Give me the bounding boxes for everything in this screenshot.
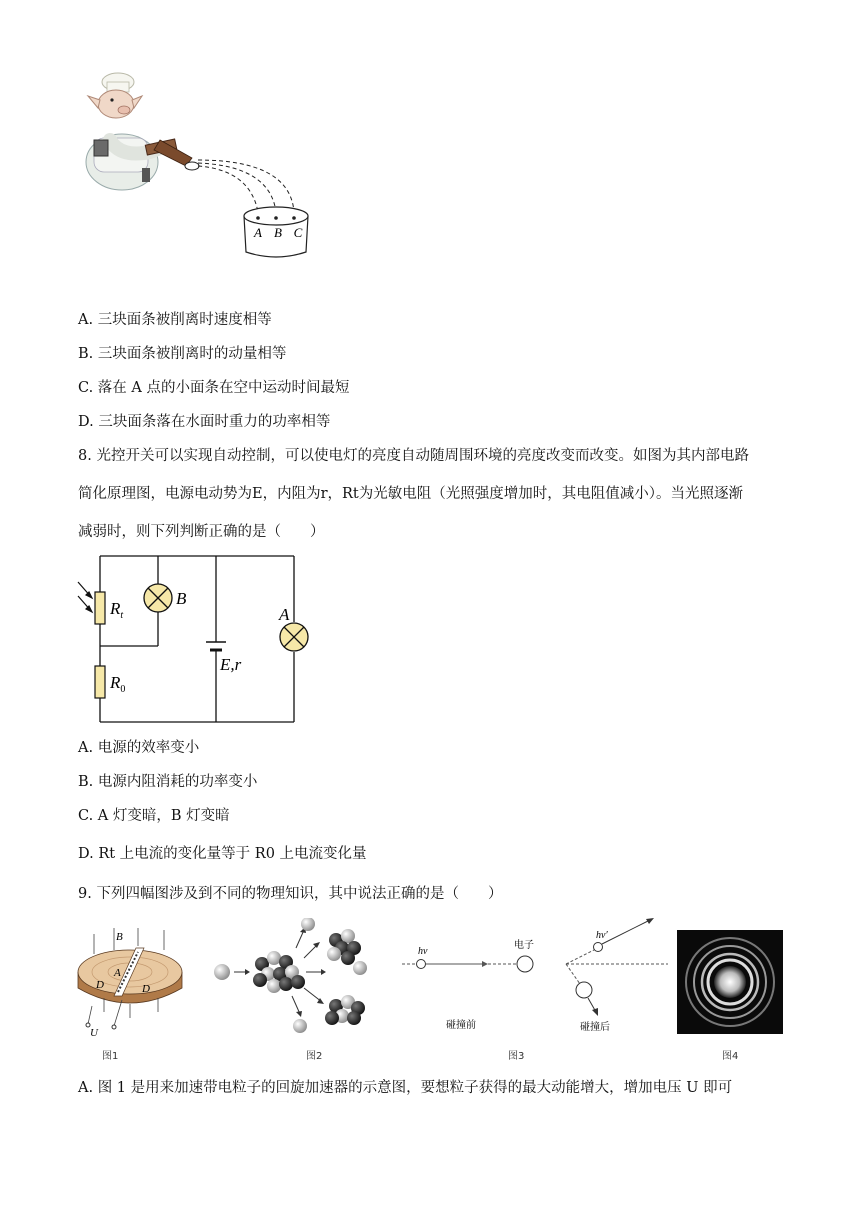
q8-option-b: B. 电源内阻消耗的功率变小: [78, 774, 258, 790]
diffraction-rings-figure: [677, 930, 783, 1034]
q9-stem: 9. 下列四幅图涉及到不同的物理知识，其中说法正确的是（ ）: [78, 886, 503, 902]
lamp-b-label: B: [176, 589, 187, 608]
q8-stem-line-2: 简化原理图，电源电动势为E，内阻为r，Rt为光敏电阻（光照强度增加时，其电阻值减小）。当光照逐渐: [78, 486, 744, 502]
q8-stem-line-1: 8. 光控开关可以实现自动控制，可以使电灯的亮度自动随周围环境的亮度改变而改变。如图为其内部电路: [78, 448, 749, 464]
q7-option-a: A. 三块面条被削离时速度相等: [78, 312, 272, 328]
fig1-d1-label: D: [96, 979, 104, 991]
fig1-a-label: A: [114, 967, 121, 979]
cyclotron-figure: [74, 926, 190, 1038]
q7-option-b: B. 三块面条被削离时的动量相等: [78, 346, 287, 362]
fig1-u-label: U: [90, 1027, 98, 1038]
circuit-diagram: [74, 552, 310, 730]
fig4-caption: 图4: [722, 1051, 739, 1062]
rt-subscript: t: [120, 610, 124, 621]
fig3b-after-label: 碰撞后: [580, 1022, 610, 1033]
compton-after-figure: [560, 912, 670, 1036]
point-b-label: B: [274, 225, 282, 240]
source-label: E,r: [220, 655, 242, 674]
r0-label: R: [110, 673, 121, 692]
q9-option-a: A. 图 1 是用来加速带电粒子的回旋加速器的示意图，要想粒子获得的最大动能增大，增加电压 U 即可: [78, 1080, 733, 1096]
q7-option-c: C. 落在 A 点的小面条在空中运动时间最短: [78, 380, 350, 396]
q8-option-d: D. Rt 上电流的变化量等于 R0 上电流变化量: [78, 846, 367, 862]
fig3b-photon-label: hν′: [596, 930, 608, 941]
fig1-caption: 图1: [102, 1051, 119, 1062]
q7-option-d: D. 三块面条落在水面时重力的功率相等: [78, 414, 331, 430]
r0-subscript: 0: [120, 684, 126, 695]
fig1-d2-label: D: [142, 983, 150, 995]
fission-figure: [212, 918, 376, 1042]
fig3-before-label: 碰撞前: [446, 1020, 476, 1031]
point-a-label: A: [254, 225, 262, 240]
noodle-chef-figure: [80, 70, 320, 265]
fig3-caption: 图3: [508, 1051, 525, 1062]
fig3-photon-label: hν: [418, 946, 428, 957]
svg-text:R0: [109, 673, 125, 695]
q8-option-c: C. A 灯变暗，B 灯变暗: [78, 808, 230, 824]
lamp-a-label: A: [279, 605, 290, 624]
rt-label: R: [110, 599, 121, 618]
point-c-label: C: [293, 225, 303, 240]
fig1-b-label: B: [116, 931, 123, 943]
q8-stem-line-3: 减弱时，则下列判断正确的是（ ）: [78, 524, 325, 540]
fig2-caption: 图2: [306, 1051, 323, 1062]
compton-before-figure: [400, 930, 550, 1034]
fig3-electron-label: 电子: [514, 940, 534, 951]
svg-text:Rt: [109, 599, 123, 621]
q8-option-a: A. 电源的效率变小: [78, 740, 200, 756]
